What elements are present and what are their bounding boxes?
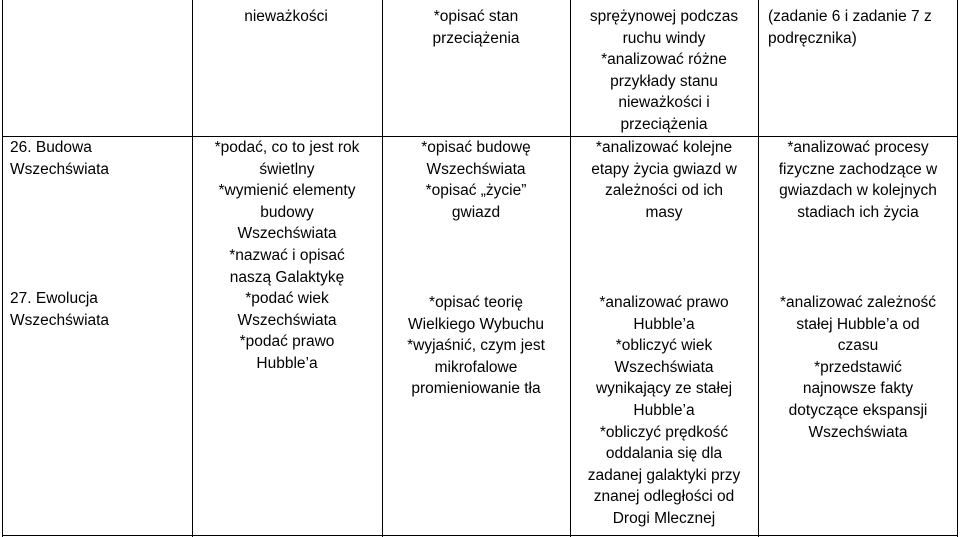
table-cell-r1-c4: sprężynowej podczas ruchu windy *analizować różne przykłady stanu nieważkości i przeciążenia [589,8,739,133]
column-divider-3 [570,0,571,537]
requirements-extended-cell-b: *opisać teorię Wielkiego Wybuchu *wyjaśnić, czym jest mikrofalowe promieniowanie tła [407,294,545,398]
column-divider-1 [192,0,193,537]
requirements-complete-cell-a: *analizować kolejne etapy życia gwiazd w zależności od ich masy [591,139,737,221]
requirements-extended-cell-a: *opisać budowę Wszechświata *opisać „życie” gwiazd [421,139,531,221]
table-cell-r1-c3: *opisać stan przeciążenia [432,8,520,47]
column-divider-2 [382,0,383,537]
table-border-right [957,0,958,537]
table-cell-r1-c5: (zadanie 6 i zadanie 7 z podręcznika) [768,8,932,47]
requirements-complete-cell-b: *analizować prawo Hubble’a *obliczyć wiek Wszechświata wynikający ze stałej Hubble’a *obliczyć prędkość oddalania się dla zadanej galaktyki przy znanej odległości od Drogi Mlecznej [587,294,741,527]
table-border-left [2,0,3,537]
topic-label-cell: 26. Budowa Wszechświata 27. Ewolucja Wszechświata [10,139,110,329]
column-divider-4 [758,0,759,537]
table-cell-r1-c2: nieważkości [244,8,328,25]
requirements-advanced-cell-b: *analizować zależność stałej Hubble’a od czasu *przedstawić najnowsze fakty dotyczące ekspansji Wszechświata [780,294,936,441]
table-border-bottom [2,535,958,536]
requirements-basic-cell: *podać, co to jest rok świetlny *wymienić elementy budowy Wszechświata *nazwać i opisać naszą Galaktykę *podać wiek Wszechświata *podać prawo Hubble’a [214,139,360,372]
requirements-advanced-cell-a: *analizować procesy fizyczne zachodzące w gwiazdach w kolejnych stadiach ich życia [778,139,938,221]
